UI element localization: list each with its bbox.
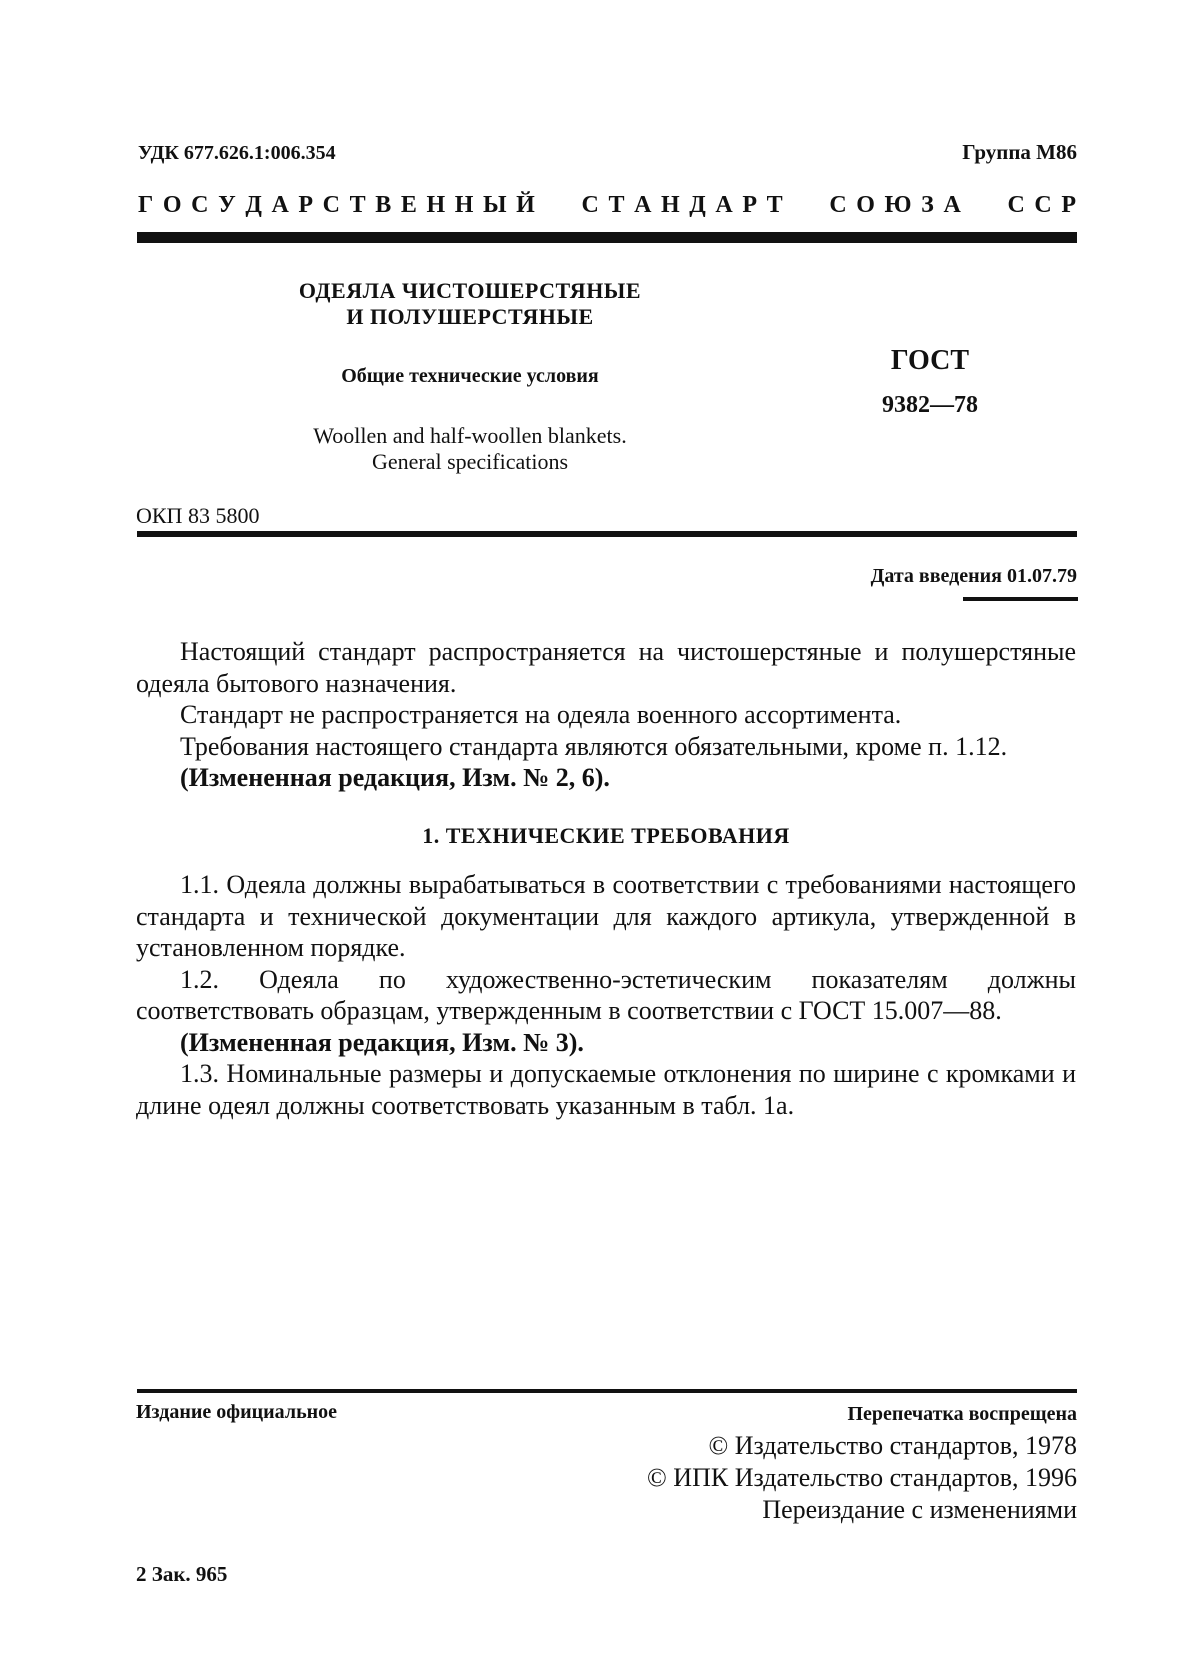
english-title-line: General specifications [371, 449, 569, 474]
title-line: ОДЕЯЛА ЧИСТОШЕРСТЯНЫЕ [298, 278, 642, 303]
english-title [240, 423, 700, 475]
amendment-note: (Измененная редакция, Изм. № 2, 6). [180, 763, 610, 792]
state-standard-heading [138, 192, 1076, 219]
group-code: Группа М86 [962, 140, 1077, 164]
gost-label: ГОСТ [890, 345, 970, 376]
copyright-line: © Издательство стандартов, 1978 [708, 1431, 1077, 1460]
heading-word: С С Р [1007, 192, 1076, 218]
document-body [136, 636, 1076, 1121]
top-rule [137, 232, 1077, 243]
udk-code: УДК 677.626.1:006.354 [138, 142, 336, 164]
document-title [240, 278, 700, 330]
paragraph: Требования настоящего стандарта являются обязательными, кроме п. 1.12. [180, 731, 1008, 761]
date-underline [963, 597, 1078, 601]
gost-number: 9382—78 [882, 392, 978, 418]
copyright-line: © ИПК Издательство стандартов, 1996 [647, 1463, 1077, 1492]
paragraph: Настоящий стандарт распространяется на чистошерстяные и полушерстяные одеяла бытового назначения. [136, 637, 1076, 698]
heading-word: С О Ю З А [829, 192, 961, 218]
reprint-prohibited-note: Перепечатка воспрещена [847, 1403, 1077, 1425]
footer-rule [137, 1389, 1077, 1393]
amendment-note: (Измененная редакция, Изм. № 3). [180, 1027, 584, 1057]
clause-1-1: 1.1. Одеяла должны вырабатываться в соответствии с требованиями настоящего стандарта и технической документации для каждого артикула, утвержденной в установленном порядке. [136, 870, 1076, 962]
title-line: И ПОЛУШЕРСТЯНЫЕ [346, 304, 594, 329]
okp-code: ОКП 83 5800 [136, 503, 260, 528]
heading-word: Г О С У Д А Р С Т В Е Н Н Ы Й [138, 192, 535, 218]
paragraph: Стандарт не распространяется на одеяла военного ассортимента. [180, 700, 902, 729]
clause-1-3: 1.3. Номинальные размеры и допускаемые отклонения по ширине с кромками и длине одеял должны соответствовать указанным в табл. 1а. [136, 1059, 1076, 1120]
clause-1-2: 1.2. Одеяла по художественно-эстетическим показателям должны соответствовать образцам, утвержденным в соответствии с ГОСТ 15.007—88. [136, 964, 1076, 1025]
english-title-line: Woollen and half-woollen blankets. [313, 423, 627, 448]
introduction-date: Дата введения 01.07.79 [870, 565, 1077, 587]
official-edition-note: Издание официальное [136, 1401, 338, 1423]
order-number: 2 Зак. 965 [136, 1562, 228, 1586]
heading-word: С Т А Н Д А Р Т [581, 192, 783, 218]
reissue-note: Переиздание с изменениями [762, 1495, 1077, 1524]
section-heading: 1. ТЕХНИЧЕСКИЕ ТРЕБОВАНИЯ [422, 822, 790, 848]
copyright-block [647, 1430, 1077, 1526]
document-subtitle: Общие технические условия [341, 365, 599, 387]
middle-rule [137, 531, 1077, 537]
